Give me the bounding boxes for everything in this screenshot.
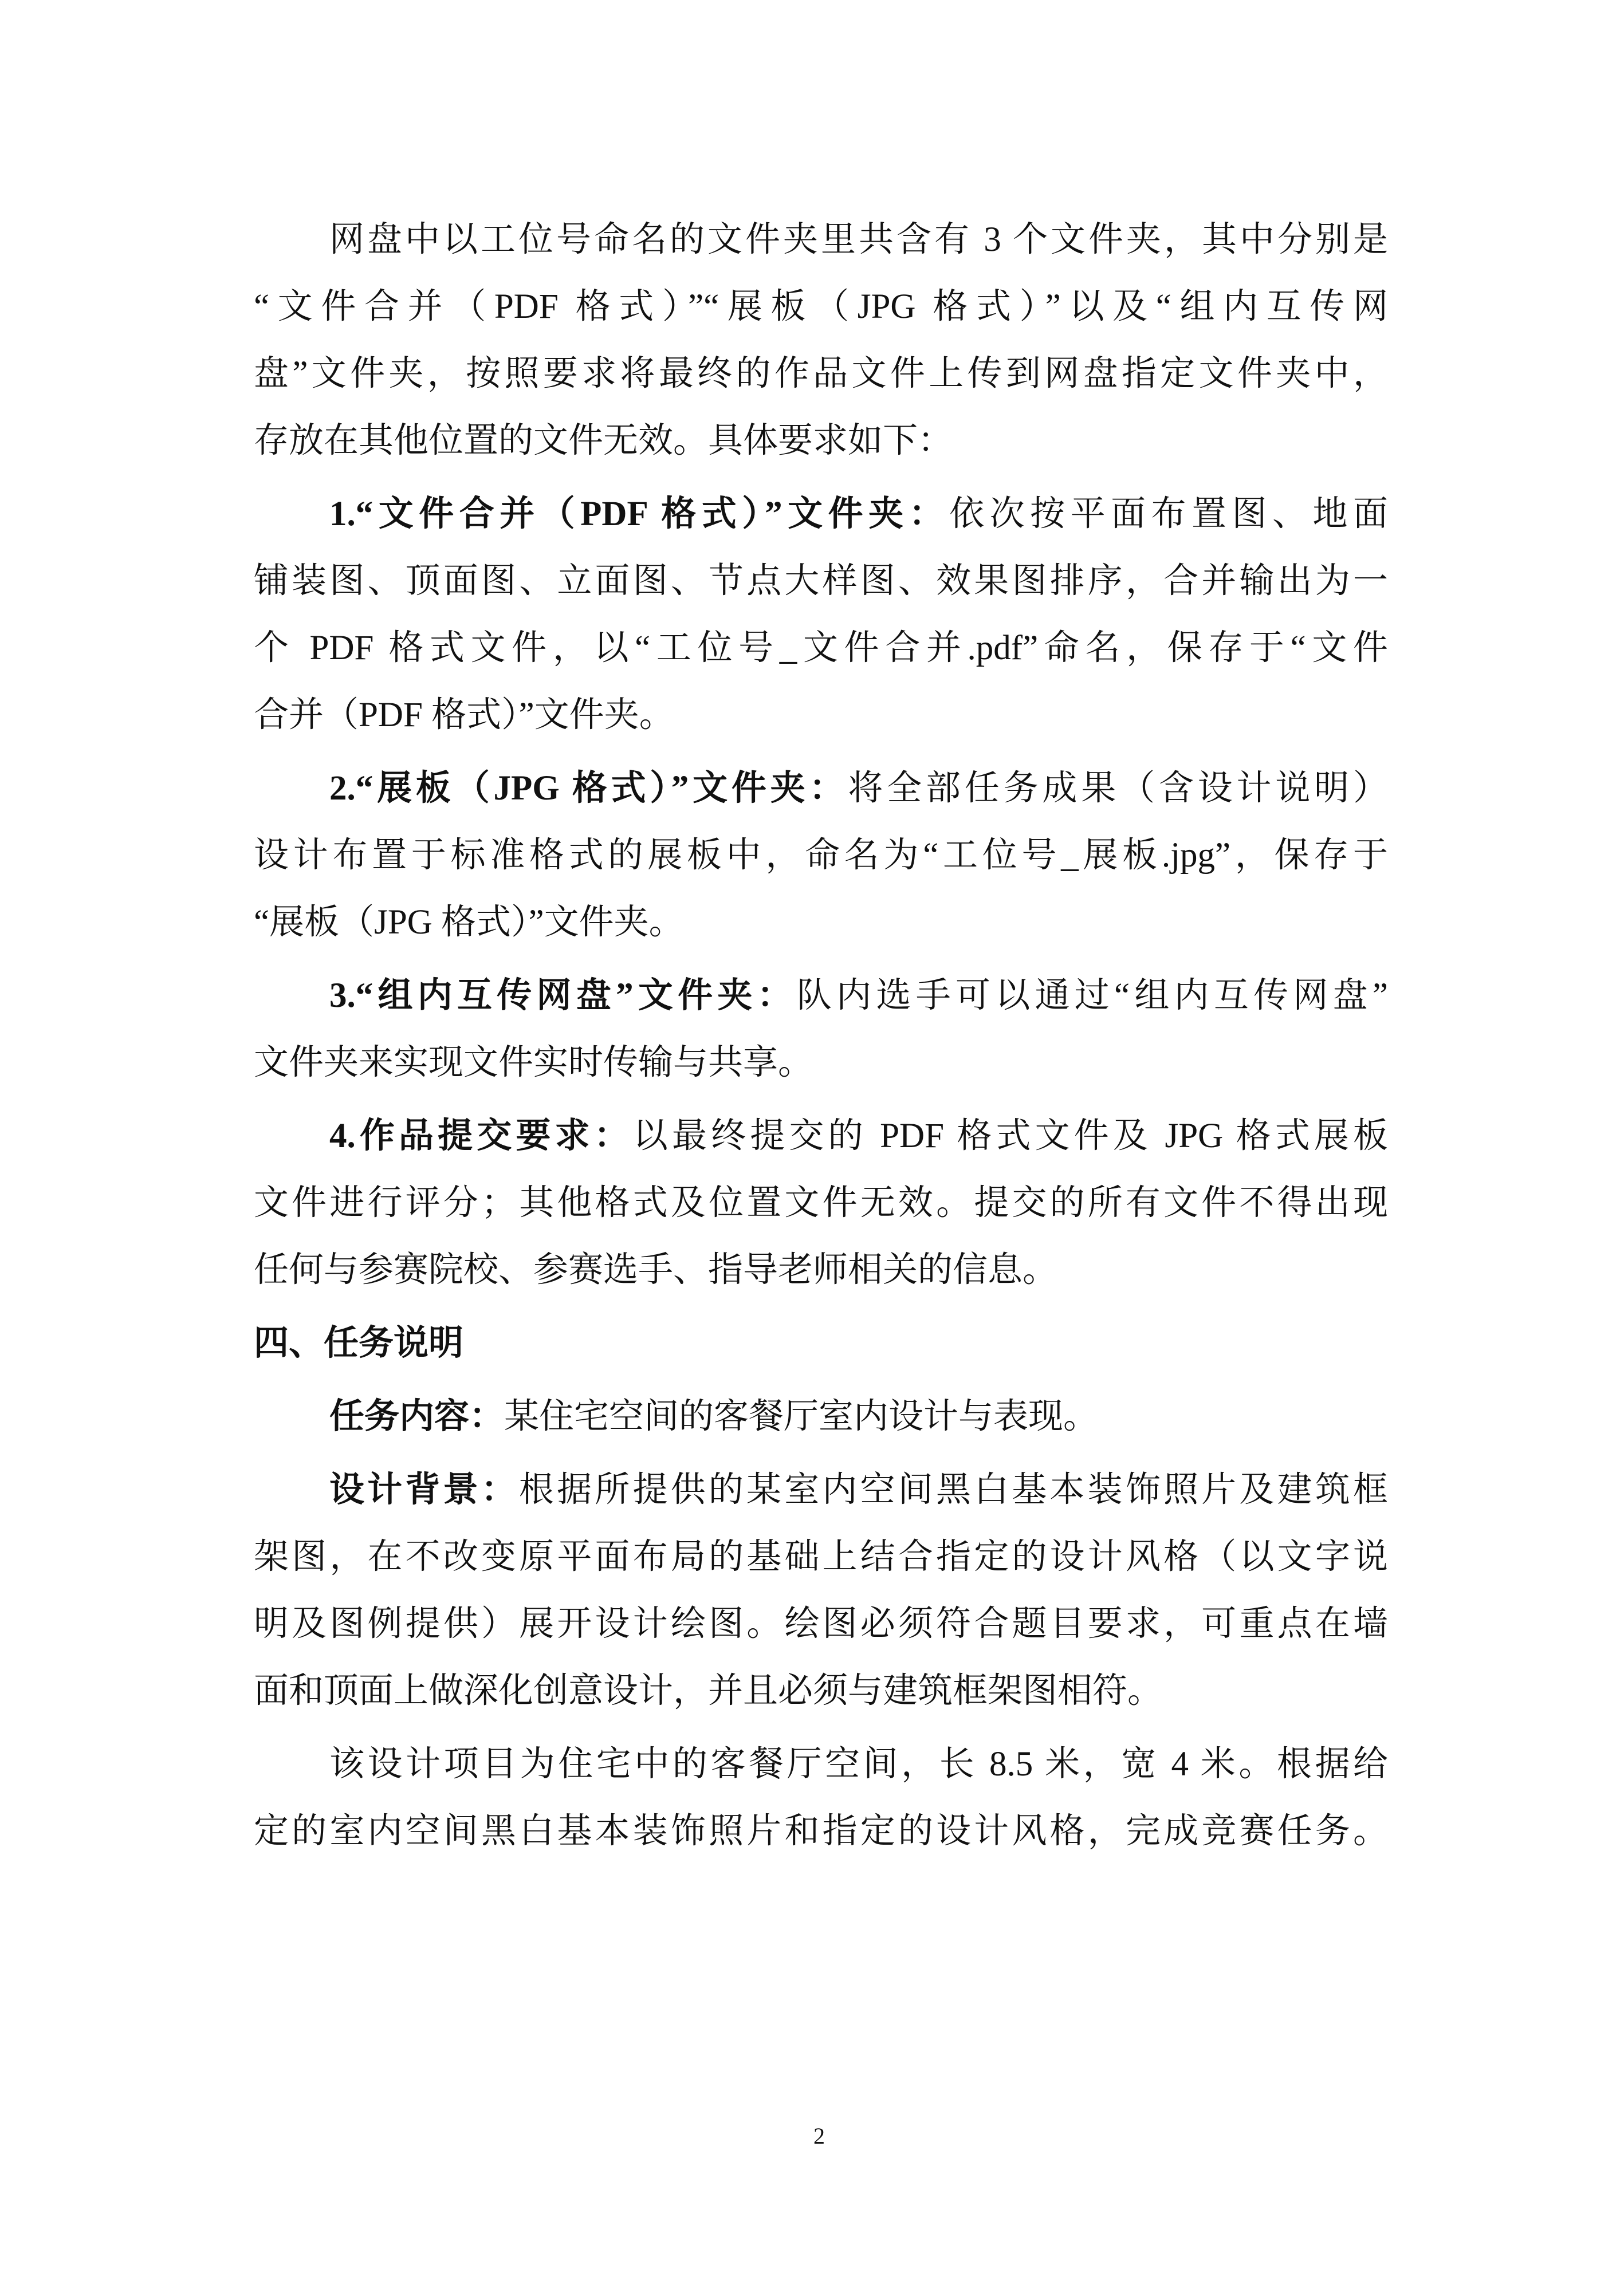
bold-lead: 3.“组内互传网盘”文件夹：: [329, 976, 797, 1015]
paragraph-line: [254, 1456, 1388, 1523]
paragraph-line: 架图，在不改变原平面布局的基础上结合指定的设计风格（以文字说: [254, 1538, 1388, 1576]
paragraph-line: 面和顶面上做深化创意设计，并且必须与建筑框架图相符。: [254, 1672, 1163, 1710]
paragraph-line: 明及图例提供）展开设计绘图。绘图必须符合题目要求，可重点在墙: [254, 1605, 1388, 1643]
paragraph-line: 设计布置于标准格式的展板中，命名为“工位号_展板.jpg”，保存于: [254, 836, 1388, 875]
line-text: 依次按平面布置图、地面: [949, 495, 1388, 533]
paragraph-intro: [254, 206, 1388, 474]
paragraph-item-3: [254, 962, 1388, 1096]
paragraph-line: [254, 1102, 1388, 1169]
paragraph-line: 网盘中以工位号命名的文件夹里共含有 3 个文件夹，其中分别是: [329, 220, 1388, 259]
paragraph-line: 该设计项目为住宅中的客餐厅空间，长 8.5 米，宽 4 米。根据给: [329, 1745, 1388, 1783]
paragraph-item-1: [254, 481, 1388, 749]
line-text: 以最终提交的 PDF 格式文件及 JPG 格式展板: [632, 1117, 1388, 1155]
bold-lead: 4.作品提交要求：: [329, 1117, 633, 1155]
bold-lead: 1.“文件合并（PDF 格式）”文件夹：: [329, 495, 950, 533]
paragraph-line: “文件合并（PDF 格式）”“展板（JPG 格式）”以及“组内互传网: [254, 288, 1388, 326]
paragraph-line: 文件进行评分；其他格式及位置文件无效。提交的所有文件不得出现: [254, 1184, 1388, 1222]
paragraph-line: [254, 1383, 1388, 1450]
paragraph-task-content: [254, 1383, 1388, 1450]
section-heading-block: [254, 1310, 1388, 1377]
paragraph-line: 铺装图、顶面图、立面图、节点大样图、效果图排序，合并输出为一: [254, 562, 1388, 600]
bold-lead: 设计背景：: [329, 1471, 519, 1509]
page-number: 2: [813, 2123, 825, 2149]
paragraph-line: “展板（JPG 格式）”文件夹。: [254, 903, 684, 942]
paragraph-design-background: [254, 1456, 1388, 1724]
line-text: 根据所提供的某室内空间黑白基本装饰照片及建筑框: [518, 1471, 1388, 1509]
paragraph-item-2: [254, 755, 1388, 956]
line-text: 队内选手可以通过“组内互传网盘”: [796, 976, 1388, 1015]
line-text: 某住宅空间的客餐厅室内设计与表现。: [504, 1397, 1099, 1436]
paragraph-line: [254, 755, 1388, 822]
line-text: 将全部任务成果（含设计说明）: [848, 769, 1388, 808]
paragraph-line: 存放在其他位置的文件无效。具体要求如下：: [254, 422, 953, 460]
paragraph-line: 盘”文件夹，按照要求将最终的作品文件上传到网盘指定文件夹中，: [254, 355, 1388, 393]
paragraph-line: 定的室内空间黑白基本装饰照片和指定的设计风格，完成竞赛任务。: [254, 1812, 1388, 1850]
paragraph-line: 文件夹来实现文件实时传输与共享。: [254, 1043, 813, 1082]
paragraph-line: 任何与参赛院校、参赛选手、指导老师相关的信息。: [254, 1251, 1058, 1289]
paragraph-line: [254, 962, 1388, 1029]
section-heading: 四、任务说明: [254, 1324, 464, 1362]
paragraph-line: 个 PDF 格式文件，以“工位号_文件合并.pdf”命名，保存于“文件: [254, 629, 1388, 667]
paragraph-line: [254, 481, 1388, 548]
paragraph-line: 合并（PDF 格式）”文件夹。: [254, 696, 674, 734]
paragraph-project-size: [254, 1731, 1388, 1865]
bold-lead: 2.“展板（JPG 格式）”文件夹：: [329, 769, 848, 808]
paragraph-item-4: [254, 1102, 1388, 1303]
bold-lead: 任务内容：: [329, 1397, 505, 1436]
body-text: [254, 206, 1388, 1865]
